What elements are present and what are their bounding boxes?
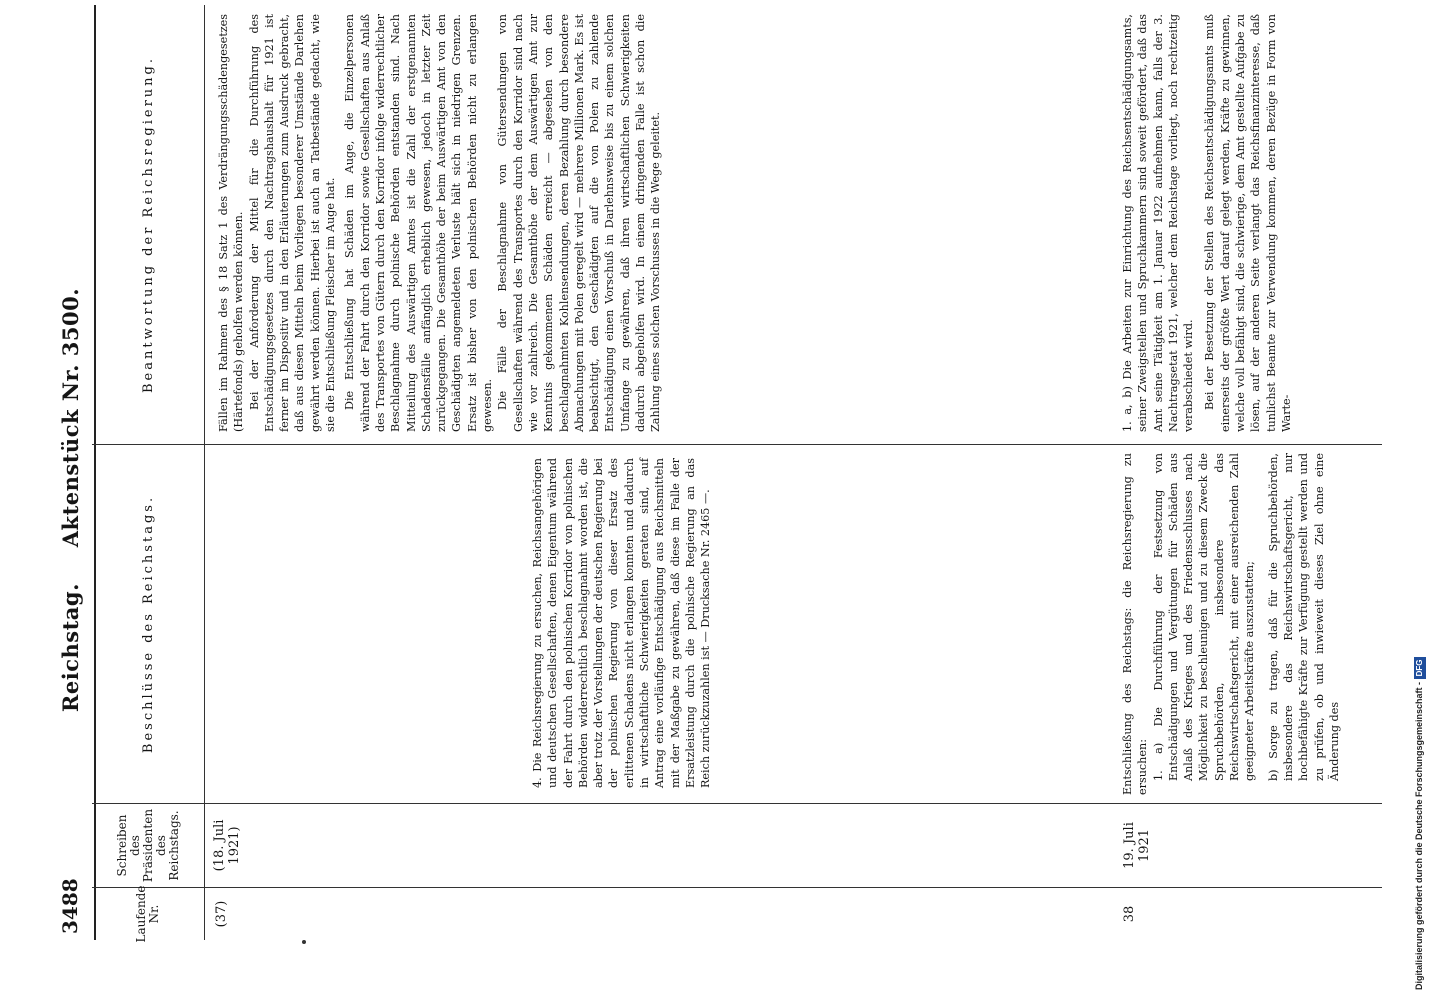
column-header-beschluesse: Beschlüsse des Reichstags. (140, 494, 156, 754)
antwort-block (216, 14, 664, 432)
row-number: 38 (1122, 905, 1137, 923)
antwort-block (1120, 14, 1294, 432)
publisher-title: Reichstag. (58, 583, 83, 713)
beschluss-block (1120, 453, 1342, 795)
column-divider (92, 887, 1382, 888)
credit-text: Digitalisierung gefördert durch die Deutsche Forschungsgemeinschaft - (1414, 681, 1424, 990)
beschluss-text: 4. Die Reichsregierung zu ersuchen, Reichsangehörigen und deutschen Gesellschaften, denen Eigentum während der Fahrt durch den polnischen Korridor von polnischen Behörden widerrechtlich beschlagnahmt worden ist, die aber trotz der Vorstellungen der deutschen Regierung bei der polnischen Regierung von dieser Ersatz des erlittenen Schadens nicht erlangen konnten und dadurch in wirtschaftliche Schwierigkeiten geraten sind, auf Antrag eine vorläufige Entschädigung aus Reichsmitteln mit der Maßgabe zu gewähren, daß diese im Falle der Ersatzleistung durch die polnische Regierung an das Reich zurückzuzahlen ist — Drucksache Nr. 2465 —. (531, 458, 713, 788)
resolutions-table (92, 5, 1382, 943)
beschluss-intro: Entschließung des Reichstags: die Reichsregierung zu ersuchen: (1121, 453, 1150, 795)
antwort-paragraph: Fällen im Rahmen des § 18 Satz 1 des Verdrängungsschädengesetzes (Härtefonds) geholfen werden können. (217, 14, 246, 432)
antwort-paragraph: Bei der Besetzung der Stellen des Reichsentschädigungsamts muß einerseits der größte Wert darauf gelegt werden, Kräfte zu gewinnen, welche voll befähigt sind, die schwierige, dem Amt gestellte Aufgabe zu lösen, auf der anderen Seite verlangt das Reichsfinanzinteresse, daß tunlichst Beamte zur Verwendung kommen, deren Bezüge in Form von Warte- (1203, 14, 1293, 432)
antwort-paragraph: Die Entschließung hat Schäden im Auge, die Einzelpersonen während der Fahrt durch den Korridor sowie Gesellschaften aus Anlaß des Transportes von Gütern durch den Korridor infolge widerrechtlicher Beschlagnahme durch polnische Behörden entstanden sind. Nach Mitteilung des Auswärtigen Amtes ist die Zahl der erstgenannten Schadensfälle anfänglich erheblich gewesen, jedoch in letzter Zeit zurückgegangen. Die Gesamthöhe der beim Auswärtigen Amt von den Geschädigten angemeldeten Verluste hält sich in niedrigen Grenzen. Ersatz ist bisher von den polnischen Behörden nicht zu erlangen gewesen. (343, 14, 495, 432)
column-divider (92, 803, 1382, 804)
page-title (58, 0, 83, 1000)
beschluss-item-b: b) Sorge zu tragen, daß für die Spruchbehörden, insbesondere das Reichswirtschaftsgericht, nur hochbefähigte Kräfte zur Verfügung gestellt werden und zu prüfen, ob und inwieweit dieses Ziel ohne eine Änderung des (1266, 453, 1341, 781)
column-header-schreiben: Schreiben des Präsidenten des Reichstags. (114, 808, 181, 883)
row-date: (18. Juli 1921) (212, 819, 242, 872)
table-top-rule (94, 5, 96, 940)
column-divider (92, 444, 1382, 445)
page-header (0, 0, 92, 1000)
antwort-paragraph: Die Fälle der Beschlagnahme von Gütersendungen von Gesellschaften während des Transportes durch den Korridor sind nach wie vor zahlreich. Die Gesamthöhe der dem Auswärtigen Amt zur Kenntnis gekommenen Schäden erreicht — abgesehen von den beschlagnahmten Kohlensendungen, deren Bezahlung durch besondere Abmachungen mit Polen geregelt wird — mehrere Millionen Mark. Es ist beabsichtigt, den Geschädigten auf die von Polen zu zahlende Entschädigung einen Vorschuß in Darlehnsweise bis zu einem solchen Umfange zu gewähren, daß ihren wirtschaftlichen Schwierigkeiten dadurch abgeholfen wird. In einem dringenden Falle ist schon die Zahlung eines solchen Vorschusses in die Wege geleitet. (496, 14, 663, 432)
digitization-credit (1408, 10, 1430, 990)
ink-speck (302, 940, 306, 944)
column-header-beantwortung: Beantwortung der Reichsregierung. (140, 56, 156, 394)
column-header-lfd: Laufende Nr. (134, 885, 161, 943)
row-number: (37) (214, 900, 229, 928)
beschluss-item-a: 1. a) Die Durchführung der Festsetzung von Entschädigungen und Vergütungen für Schäden aus Anlaß des Krieges und des Friedensschlusses nach Möglichkeit zu beschleunigen und zu diesem Zweck die Spruchbehörden, insbesondere das Reichswirtschaftsgericht, mit einer ausreichenden Zahl geeigneter Arbeitskräfte auszustatten; (1151, 453, 1257, 781)
document-title: Aktenstück Nr. 3500. (58, 287, 83, 548)
header-bottom-rule (204, 5, 205, 940)
antwort-paragraph: Bei der Anforderung der Mittel für die Durchführung des Entschädigungsgesetzes durch den Nachtragshaushalt für 1921 ist ferner im Dispositiv und in den Erläuterungen zum Ausdruck gebracht, daß aus diesen Mitteln beim Vorliegen besonderer Umstände Darlehen gewährt werden können. Hierbei ist auch an Tatbestände gedacht, wie sie die Entschließung Fleischer im Auge hat. (247, 14, 338, 432)
row-date: 19. Juli 1921 (1122, 822, 1152, 869)
dfg-logo: DFG (1414, 657, 1426, 680)
page-number: 3488 (58, 878, 82, 934)
antwort-paragraph: 1. a, b) Die Arbeiten zur Einrichtung des Reichsentschädigungsamts, seiner Zweigstellen und Spruchkammern sind soweit gefördert, daß das Amt seine Tätigkeit am 1. Januar 1922 aufnehmen kann, falls der 3. Nachtragsetat 1921, welcher dem Reichstage vorliegt, noch rechtzeitig verabschiedet wird. (1121, 14, 1196, 432)
